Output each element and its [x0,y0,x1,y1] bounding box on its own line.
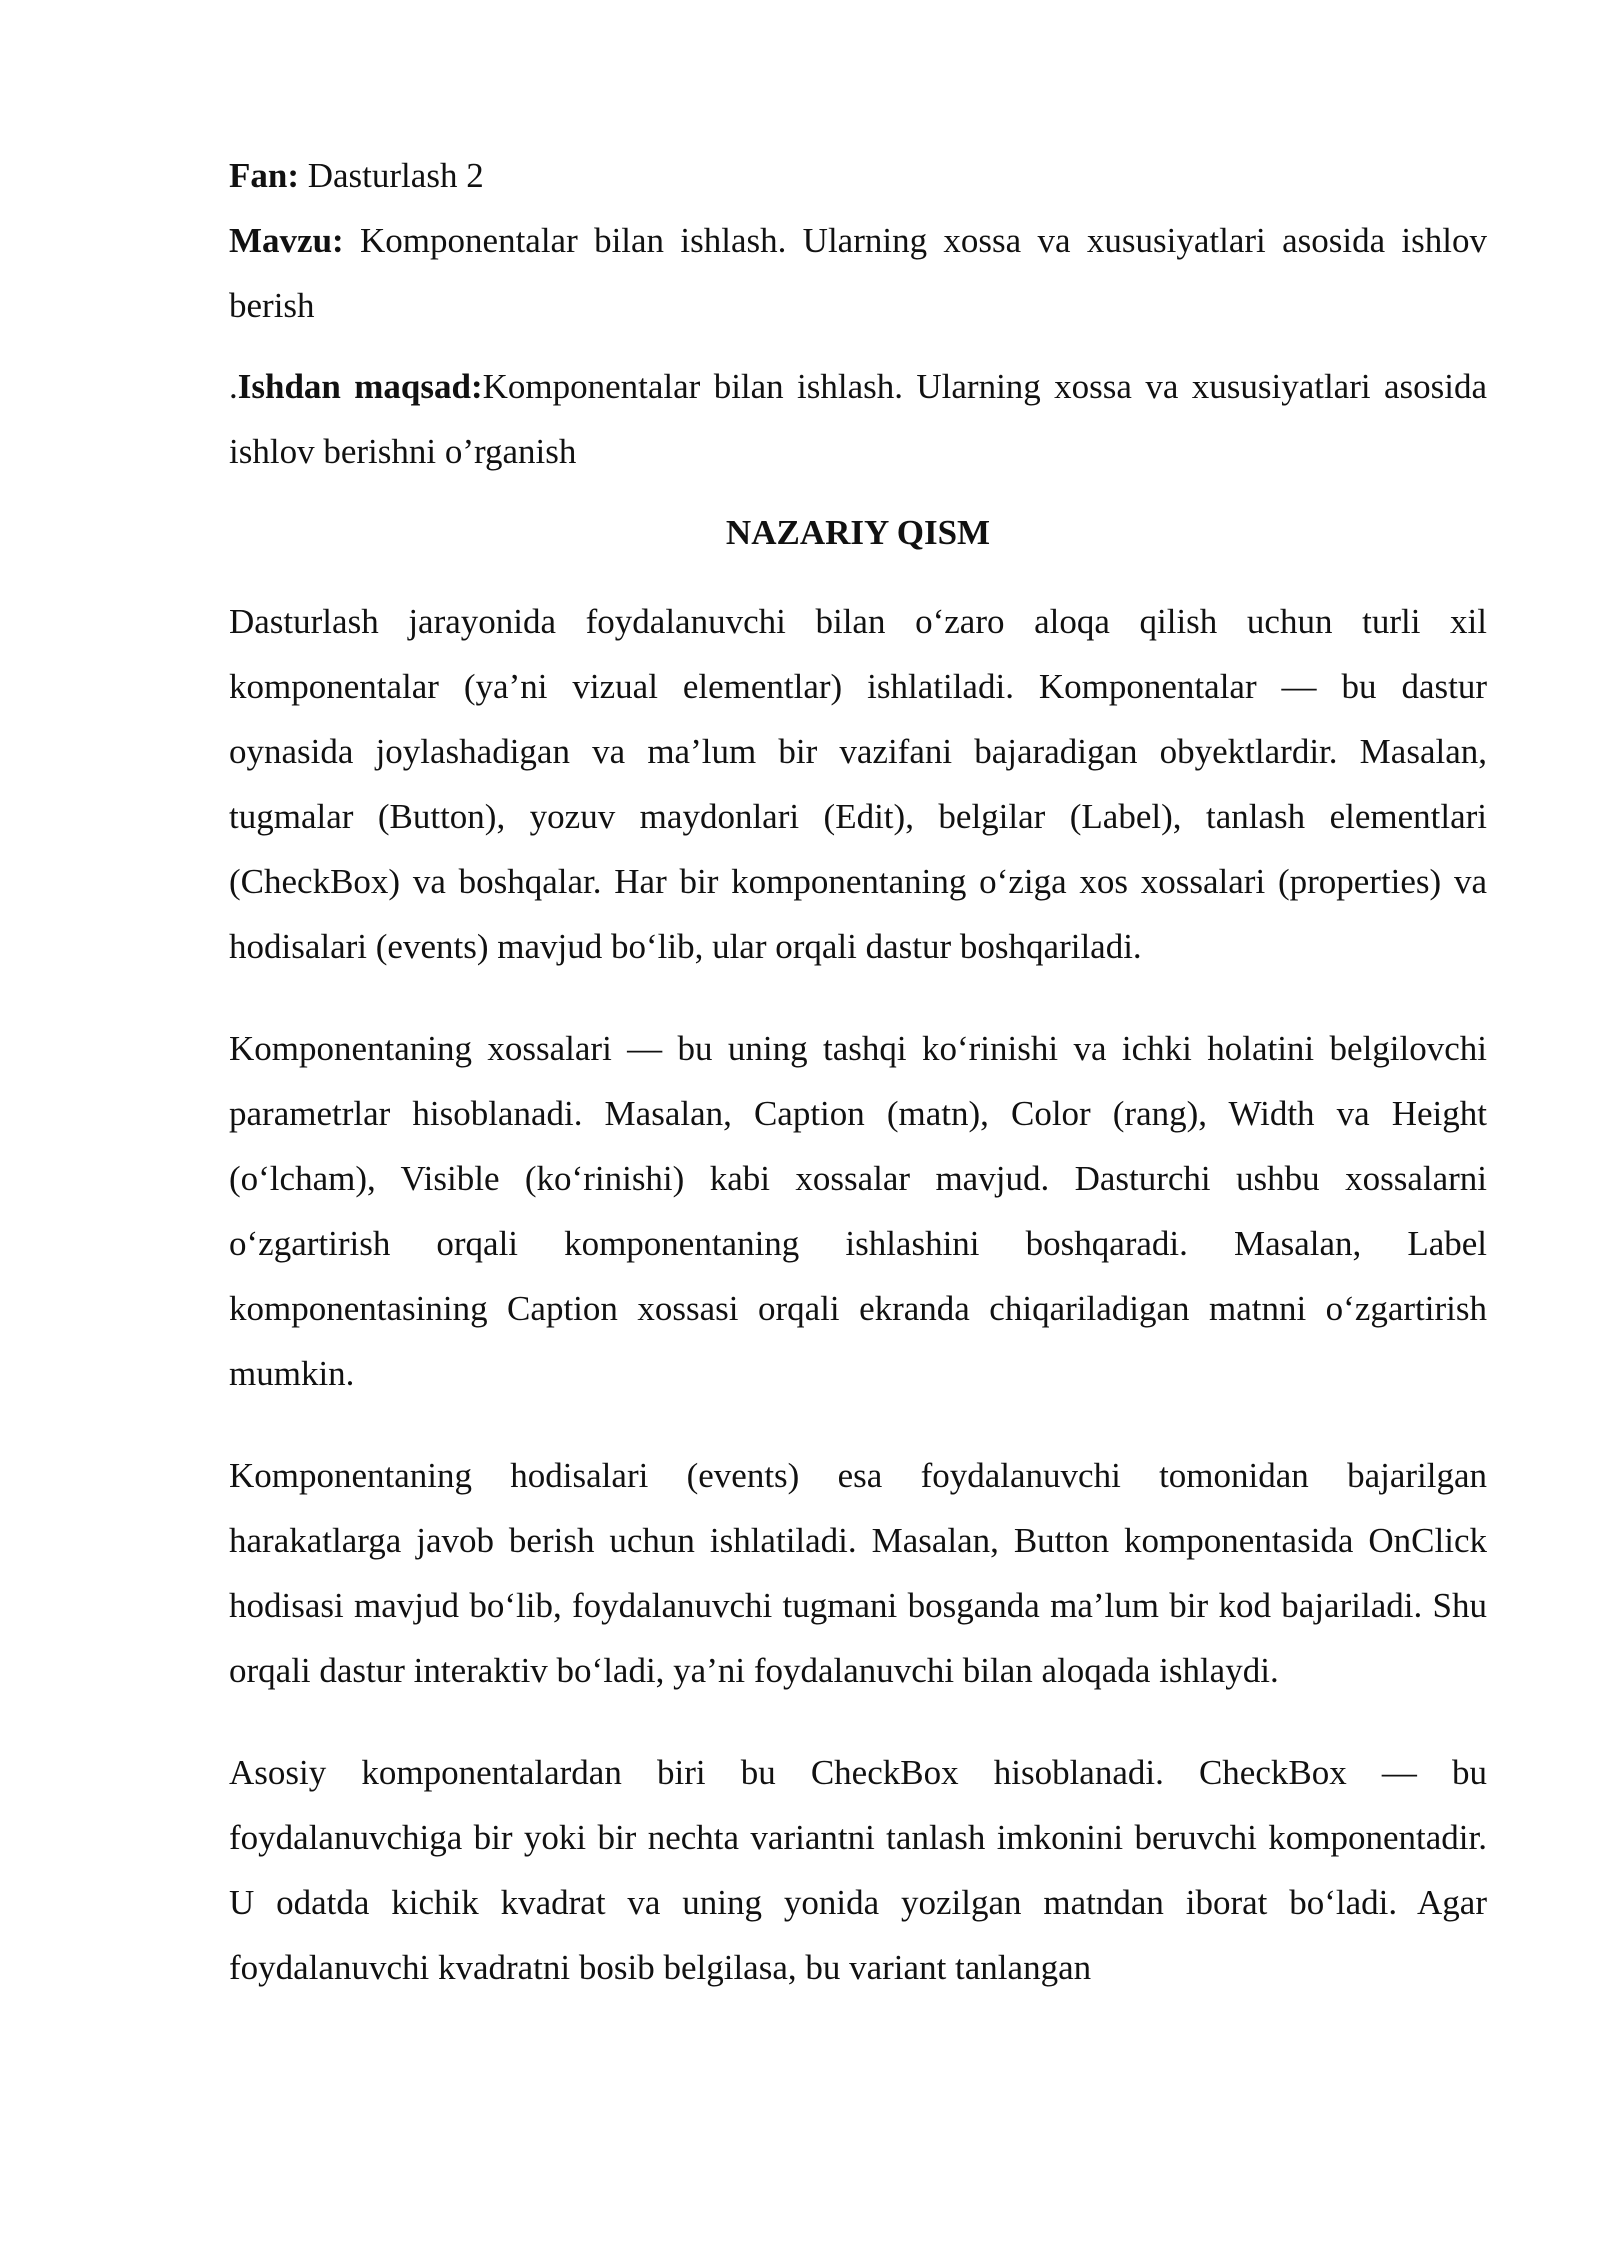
document-content [229,143,1487,2037]
fan-label: Fan: [229,156,299,195]
paragraph-events: Komponentaning hodisalari (events) esa foydalanuvchi tomonidan bajarilgan harakatlarga javob berish uchun ishlatiladi. Masalan, Button komponentasida OnClick hodisasi mavjud bo‘lib, foydalanuvchi tugmani bosganda ma’lum bir kod bajariladi. Shu orqali dastur interaktiv bo‘ladi, ya’ni foydalanuvchi bilan aloqada ishlaydi. [229,1456,1487,1690]
fan-value: Dasturlash 2 [299,156,484,195]
mavzu-line [229,208,1487,338]
maqsad-label: Ishdan maqsad: [237,367,483,406]
section-title: NAZARIY QISM [725,513,991,552]
fan-line [229,143,1487,208]
mavzu-label: Mavzu: [229,221,344,260]
paragraph-properties: Komponentaning xossalari — bu uning tashqi ko‘rinishi va ichki holatini belgilovchi parametrlar hisoblanadi. Masalan, Caption (matn), Color (rang), Width va Height (o‘lcham), Visible (ko‘rinishi) kabi xossalar mavjud. Dasturchi ushbu xossalarni o‘zgartirish orqali komponentaning ishlashini boshqaradi. Masalan, Label komponentasining Caption xossasi orqali ekranda chiqariladigan matnni o‘zgartirish mumkin. [229,1029,1487,1393]
maqsad-prefix: . [229,367,238,406]
maqsad-line [229,354,1487,484]
paragraph-checkbox: Asosiy komponentalardan biri bu CheckBox hisoblanadi. CheckBox — bu foydalanuvchiga bir yoki bir nechta variantni tanlash imkonini beruvchi komponentadir. U odatda kichik kvadrat va uning yonida yozilgan matndan iborat bo‘ladi. Agar foydalanuvchi kvadratni bosib belgilasa, bu variant tanlangan [229,1753,1487,1987]
maqsad-value: Komponentalar bilan ishlash. Ularning xossa va xususiyatlari asosida ishlov berishni o’rganish [229,367,1487,471]
mavzu-value: Komponentalar bilan ishlash. Ularning xossa va xususiyatlari asosida ishlov berish [229,221,1487,325]
paragraph-intro: Dasturlash jarayonida foydalanuvchi bilan o‘zaro aloqa qilish uchun turli xil komponentalar (ya’ni vizual elementlar) ishlatiladi. Komponentalar — bu dastur oynasida joylashadigan va ma’lum bir vazifani bajaradigan obyektlardir. Masalan, tugmalar (Button), yozuv maydonlari (Edit), belgilar (Label), tanlash elementlari (CheckBox) va boshqalar. Har bir komponentaning o‘ziga xos xossalari (properties) va hodisalari (events) mavjud bo‘lib, ular orqali dastur boshqariladi. [229,602,1487,966]
